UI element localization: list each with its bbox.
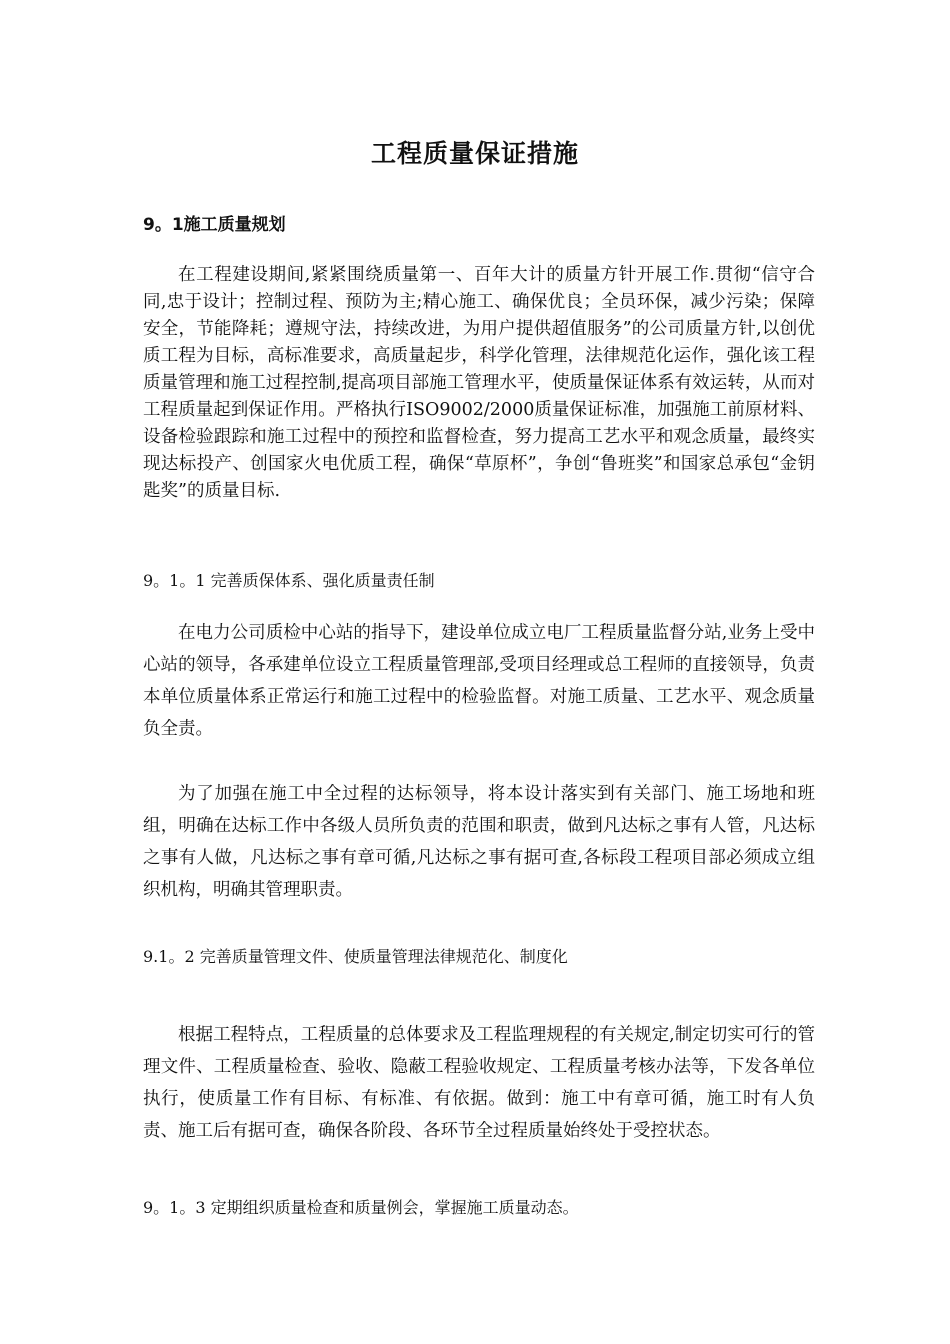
intro-paragraph: 在工程建设期间,紧紧围绕质量第一、百年大计的质量方针开展工作.贯彻“信守合同,忠于设计；控制过程、预防为主;精心施工、确保优良；全员环保，减少污染；保障安全，节能降耗；遵规守法，持续改进，为用户提供超值服务”的公司质量方针,以创优质工程为目标，高标准要求，高质量起步，科学化管理，法律规范化运作，强化该工程质量管理和施工过程控制,提高项目部施工管理水平，使质量保证体系有效运转，从而对工程质量起到保证作用。严格执行ISO9002/2000质量保证标准，加强施工前原材料、设备检验跟踪和施工过程中的预控和监督检查，努力提高工艺水平和观念质量，最终实现达标投产、创国家火电优质工程，确保“草原杯”，争创“鲁班奖”和国家总承包“金钥匙奖”的质量目标. — [143, 265, 815, 501]
subsection-heading-1: 9。1。1 完善质保体系、强化质量责任制 — [143, 571, 435, 590]
subsection-2-paragraph: 根据工程特点，工程质量的总体要求及工程监理规程的有关规定,制定切实可行的管理文件、工程质量检查、验收、隐蔽工程验收规定、工程质量考核办法等，下发各单位执行，使质量工作有目标、有标准、有依据。做到：施工中有章可循，施工时有人负责、施工后有据可查，确保各阶段、各环节全过程质量始终处于受控状态。 — [143, 1025, 815, 1141]
subsection-1-paragraph-2: 为了加强在施工中全过程的达标领导，将本设计落实到有关部门、施工场地和班组，明确在达标工作中各级人员所负责的范围和职责，做到凡达标之事有人管，凡达标之事有人做，凡达标之事有章可循,凡达标之事有据可查,各标段工程项目部必须成立组织机构，明确其管理职责。 — [143, 784, 815, 900]
subsection-1-paragraph-1: 在电力公司质检中心站的指导下，建设单位成立电厂工程质量监督分站,业务上受中心站的领导，各承建单位设立工程质量管理部,受项目经理或总工程师的直接领导，负责本单位质量体系正常运行和施工过程中的检验监督。对施工质量、工艺水平、观念质量负全责。 — [143, 623, 815, 739]
document-title: 工程质量保证措施 — [370, 139, 579, 168]
section-heading: 9。1施工质量规划 — [143, 215, 286, 235]
subsection-heading-2: 9.1。2 完善质量管理文件、使质量管理法律规范化、制度化 — [143, 947, 568, 966]
subsection-heading-3: 9。1。3 定期组织质量检查和质量例会，掌握施工质量动态。 — [143, 1198, 579, 1217]
